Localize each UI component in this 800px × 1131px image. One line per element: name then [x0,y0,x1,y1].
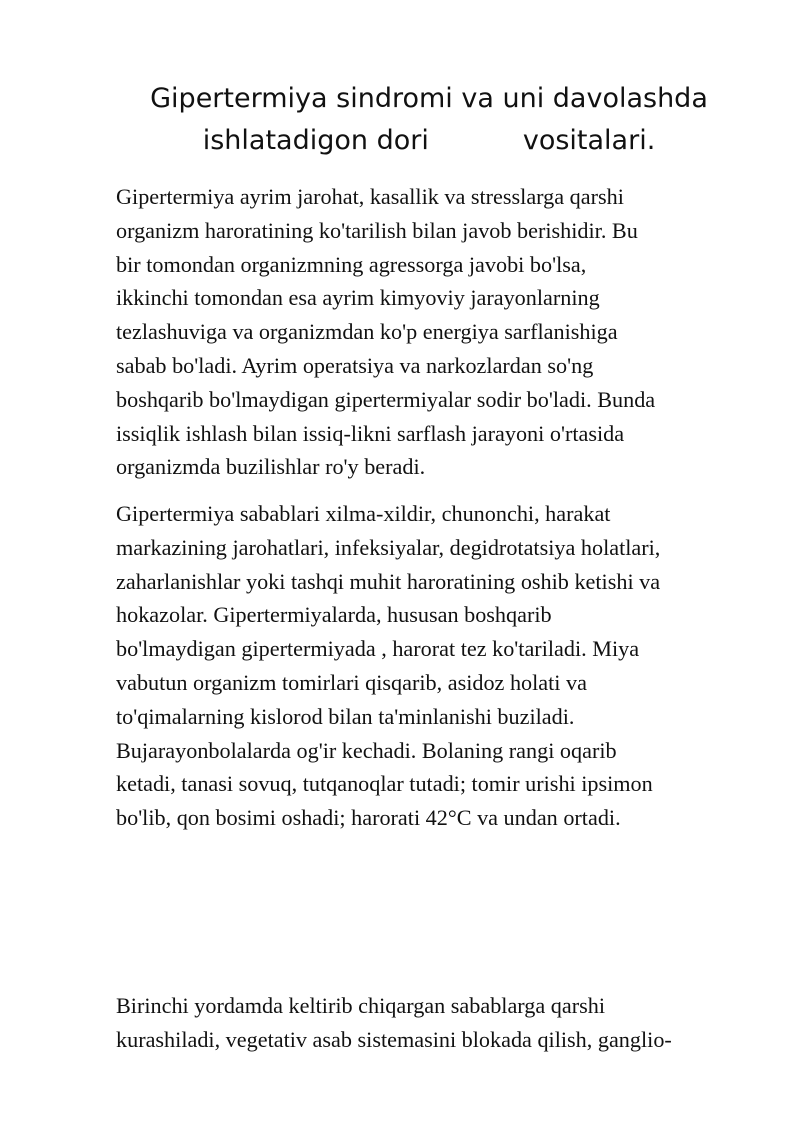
paragraph-line: hokazolar. Gipertermiyalarda, hususan boshqarib [116,602,552,628]
paragraph-2 [116,497,756,835]
paragraph-line: boshqarib bo'lmaydigan gipertermiyalar sodir bo'ladi. Bunda [116,386,656,412]
paragraph-line: sabab bo'ladi. Ayrim operatsiya va narkozlardan so'ng [116,352,594,378]
title-line-2-right: vositalari. [522,125,656,156]
title-line-1: Gipertermiya sindromi va uni davolashda [150,83,708,114]
paragraph-line: zaharlanishlar yoki tashqi muhit haroratining oshib ketishi va [116,568,661,594]
title-line-2-left: ishlatadigon dori [202,125,429,156]
paragraph-line: vabutun organizm tomirlari qisqarib, asidoz holati va [116,669,587,695]
paragraph-line: ketadi, tanasi sovuq, tutqanoqlar tutadi; tomir urishi ipsimon [116,771,653,797]
paragraph-line: bo'lmaydigan gipertermiyada , harorat tez ko'tariladi. Miya [116,636,640,662]
paragraph-line: bir tomondan organizmning agressorga javobi bo'lsa, [116,251,587,277]
paragraph-line: kurashiladi, vegetativ asab sistemasini blokada qilish, ganglio- [116,1026,672,1052]
paragraph-line: ikkinchi tomondan esa ayrim kimyoviy jarayonlarning [116,285,600,311]
paragraph-line: markazining jarohatlari, infeksiyalar, degidrotatsiya holatlari, [116,534,661,560]
paragraph-line: Birinchi yordamda keltirib chiqargan sabablarga qarshi [116,993,606,1018]
paragraph-line: issiqlik ishlash bilan issiq-likni sarflash jarayoni o'rtasida [116,420,625,446]
paragraph-line: Gipertermiya sabablari xilma-xildir, chunonchi, harakat [116,501,611,526]
document-title [0,78,800,162]
paragraph-line: Gipertermiya ayrim jarohat, kasallik va stresslarga qarshi [116,184,624,209]
paragraph-line: bo'lib, qon bosimi oshadi; harorati 42°C va undan ortadi. [116,805,621,831]
paragraph-3 [116,989,756,1057]
paragraph-line: tezlashuviga va organizmdan ko'p energiya sarflanishiga [116,319,618,345]
paragraph-line: organizmda buzilishlar ro'y beradi. [116,454,426,480]
paragraph-1 [116,180,756,484]
title-line-2 [0,120,800,162]
paragraph-line: to'qimalarning kislorod bilan ta'minlanishi buziladi. [116,703,575,729]
paragraph-line: organizm haroratining ko'tarilish bilan javob berishidir. Bu [116,217,638,243]
paragraph-line: Bujarayonbolalarda og'ir kechadi. Bolaning rangi oqarib [116,737,617,763]
